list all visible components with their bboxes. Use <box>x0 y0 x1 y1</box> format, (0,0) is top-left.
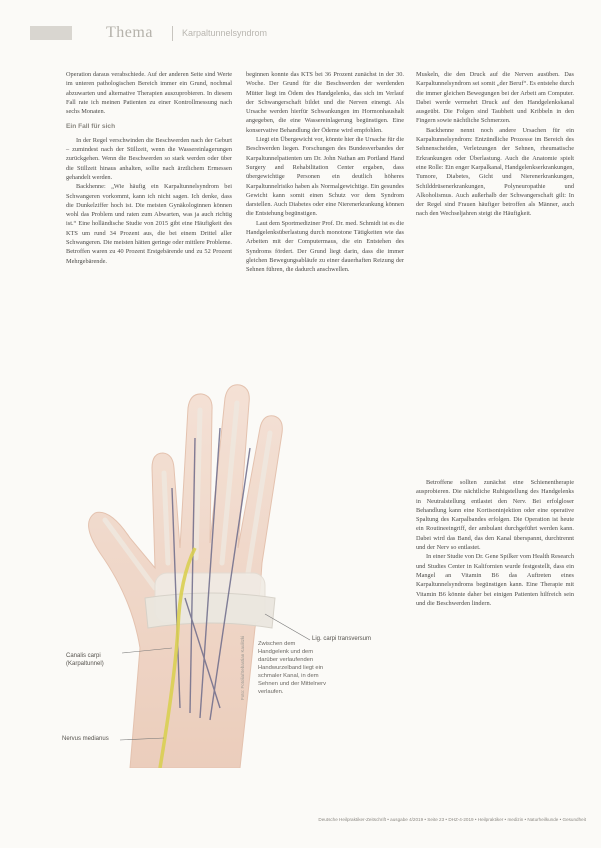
header-divider <box>172 26 173 41</box>
paragraph: beginnen konnte das KTS bei 36 Prozent zunächst in der 30. Woche. Der Grund für die Beschwerden der werdenden Mütter liegt im Ödem des Handgelenks, das sich im Verlauf der Schwangerschaft bildet und die Nerven einengt. Als Ursache werden hierfür Schwankungen im Hormonhaushalt angegeben, die eine Wassereinlagerung begünstigen. Eine konservative Behandlung der Ödeme wird empfohlen. <box>246 71 404 134</box>
section-subtitle: Karpaltunnelsyndrom <box>182 28 268 38</box>
label-carpal-canal <box>66 653 104 668</box>
label-ligament: Lig. carpi transversum <box>312 636 372 642</box>
header-tab-block <box>30 26 72 40</box>
hand-xray-graphic <box>60 348 410 768</box>
figure-caption: Zwischen dem Handgelenk und dem darüber verlaufenden Handwurzelband liegt ein schmaler Kanal, in dem Sehnen und der Mittelnerv verlaufen. <box>258 641 326 695</box>
label-median-nerve: Nervus medianus <box>62 736 109 742</box>
text-column-3 <box>416 70 574 219</box>
paragraph: Liegt ein Übergewicht vor, könnte hier die Ursache für die Beschwerden liegen. Forschungen des Bundesverbandes der Karpaltunnelpatienten um Dr. John Nathan am Portland Hand Surgery and Rehabilitation Center ergaben, dass übergewichtige Personen ein deutlich höheres Karpaltunnelrisiko haben als Normalgewichtige. Ein gesundes Gewicht kann somit einen Schutz vor dem Syndrom darstellen. Auch Diabetes oder eine Nierenerkrankung können die Entstehung begünstigen. <box>246 136 404 218</box>
label-canal-line1: Canalis carpi <box>66 653 101 659</box>
paragraph: Muskeln, die den Druck auf die Nerven ausüben. Das Karpaltunnelsyndrom sei somit „der Beruf“. Es entstehe durch die immer gleichen Bewegungen bei der Arbeit am Computer. Dabei werde vermehrt Druck auf den Handgelenkskanal ausgeübt. Die Folgen sind Taubheit und Kribbeln in den Fingern sowie nächtliche Schmerzen. <box>416 71 574 125</box>
paragraph: Backhenne nennt noch andere Ursachen für ein Karpaltunnelsyndrom: Entzündliche Prozesse im Bereich des Sehnenscheiden, Verletzungen der Sehnen, rheumatische Erkrankungen oder Überlastung. Auch die Anatomie spielt eine Rolle: Ein enger Karpalkanal, Handgelenkserkrankungen, Tumore, Diabetes, Gicht und Nierenerkrankungen, Schilddrüsenerkrankungen, Polyneuropathie und Alkoholismus. Auch außerhalb der Schwangerschaft gilt: In der Regel sind Frauen häufiger betroffen als Männer, auch nach den Wechseljahren steigt die Häufigkeit. <box>416 126 574 218</box>
photo-credit: Foto: Fotolia/Sebastian Kaulitzki <box>240 635 245 700</box>
text-column-3-lower <box>416 478 574 608</box>
paragraph: Backhenne: „Wie häufig ein Karpaltunnelsyndrom bei Schwangeren vorkommt, kann ich nicht sagen. Ich denke, dass die Dunkelziffer hoch ist. Die meisten Gynäkologinnen können wohl das Problem und raten zum Abwarten, was ja auch richtig ist.“ Eine holländische Studie von 2015 gibt eine Häufigkeit des KTS um rund 34 Prozent aus, die bei einem Drittel aller Schwangeren. Die meisten hätten geringe oder mittlere Probleme. Betroffen waren zu 40 Prozent Erstgebärende und zu 52 Prozent Mehrgebärende. <box>66 183 232 265</box>
text-column-1 <box>66 70 232 266</box>
paragraph: Operation daraus verabschiede. Auf der anderen Seite sind Werte im unteren pathologischen Bereich immer ein Grund, nochmal abzuwarten und alternative Therapien auszuprobieren. In diesem Fall rate ich meinen Patienten zu einer Kontrollmessung nach sechs Monaten. <box>66 71 232 116</box>
page-footer: Deutsche Heilpraktiker-Zeitschrift • ausgabe 4/2019 • Seite 23 • DHZ-4-2019 • Heilpraktiker • medizin • Naturheilkunde • Gesundheit <box>318 817 586 822</box>
section-title: Thema <box>106 24 153 41</box>
paragraph: In einer Studie von Dr. Gene Spilker vom Health Research und Studies Center in Kalifornien wurde festgestellt, dass ein Mangel an Vitamin B6 das Auftreten eines Karpaltunnelsyndroms begünstigen kann. Eine Therapie mit Vitamin B6 könnte daher bei einigen Patienten hilfreich sein und die Beschwerden lindern. <box>416 553 574 607</box>
page-header <box>30 24 590 46</box>
paragraph: In der Regel verschwinden die Beschwerden nach der Geburt – zumindest nach der Stillzeit, wenn die Wassereinlagerungen zurückgehen. Wenn die Beschwerden so stark werden oder über die Stillzeit hinaus anhalten, sollte nach ärztlichem Ermessen gehandelt werden. <box>66 136 232 181</box>
subheading: Ein Fall für sich <box>66 123 116 131</box>
wrist-anatomy-illustration <box>60 348 410 768</box>
text-column-2 <box>246 70 404 275</box>
label-canal-line2: (Karpaltunnel) <box>66 660 104 667</box>
paragraph: Laut dem Sportmediziner Prof. Dr. med. Schmidt ist es die Handgelenksüberlastung durch monotone Tätigkeiten wie das Arbeiten mit der Computermaus, die ein Entstehen des Syndroms fördert. Der Grund liegt darin, dass die immer gleichen Bewegungsabläufe zu einer dauerhaften Reizung der Sehnen führen, die dadurch anschwellen. <box>246 219 404 274</box>
paragraph: Betroffene sollten zunächst eine Schienentherapie ausprobieren. Die nächtliche Ruhigstellung des Handgelenks in Neutralstellung entlastet den Nerv. Bei erfolgloser Behandlung kann eine Kortisoninjektion oder eine operative Spaltung des Karpalbandes erfolgen. Die Operation ist heute ein Routineeingriff, der ambulant durchgeführt werden kann. Dabei wird das Band, das den Kanal überspannt, durchtrennt und der Nerv so entlastet. <box>416 479 574 552</box>
